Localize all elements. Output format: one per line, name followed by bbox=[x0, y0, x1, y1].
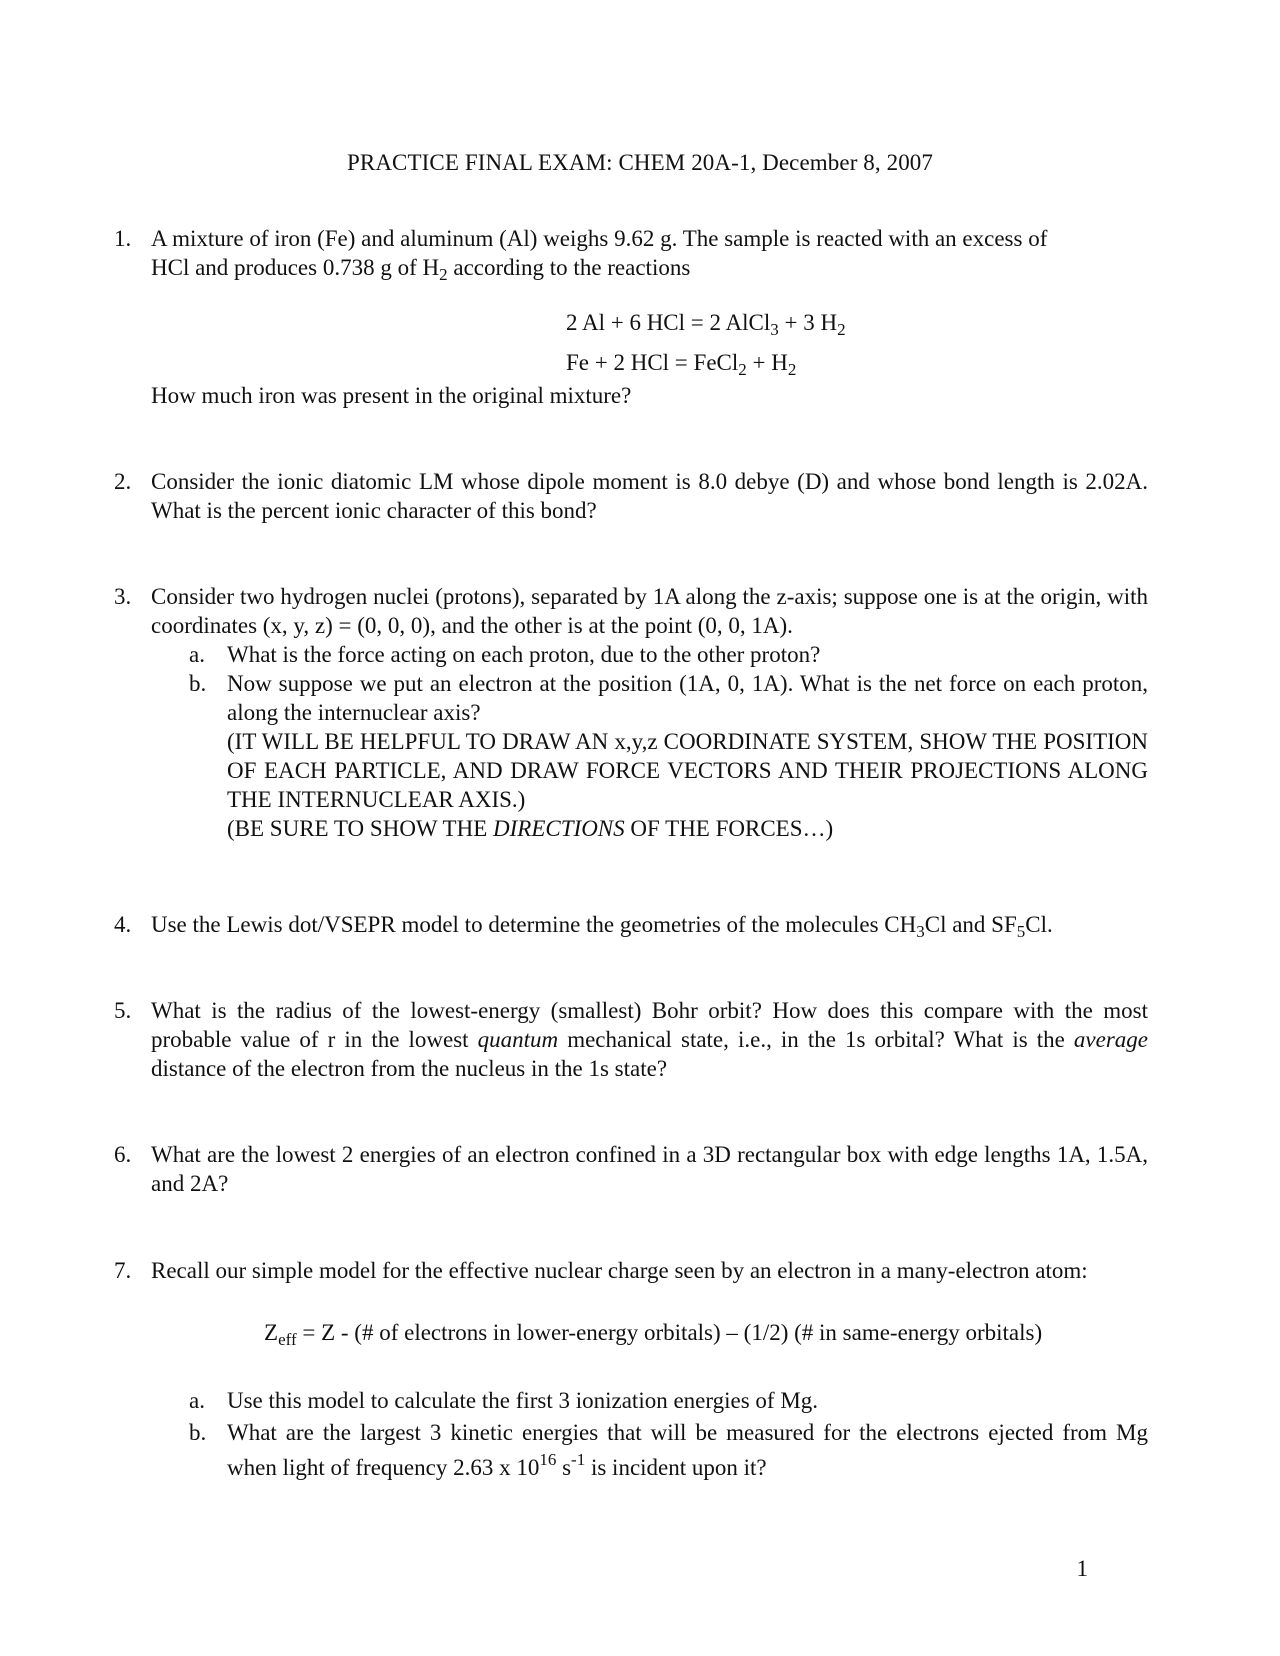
question-7 bbox=[114, 1256, 1148, 1285]
question-text: Use the Lewis dot/VSEPR model to determine the geometries of the molecules $CH_3Cl$ and $SF_5Cl$. bbox=[151, 912, 1053, 941]
sub-question-text: Now suppose we put an electron at the position (1A, 0, 1A). What is the net force on each proton, along the internuclear axis? bbox=[227, 671, 1148, 725]
question-1 bbox=[114, 224, 1148, 282]
question-text: Consider the ionic diatomic LM whose dipole moment is 8.0 debye (D) and whose bond length is 2.02A. What is the percent ionic character of this bond? bbox=[151, 469, 1148, 523]
question-number: 3. bbox=[114, 584, 132, 609]
sub-question-label: a. bbox=[189, 642, 205, 667]
question-number: 2. bbox=[114, 469, 132, 494]
question-4 bbox=[114, 910, 1148, 939]
question-3 bbox=[114, 582, 1148, 843]
sub-question-text: What is the force acting on each proton, due to the other proton? bbox=[227, 642, 821, 667]
question-text: What are the lowest 2 energies of an electron confined in a 3D rectangular box with edge lengths 1A, 1.5A, and 2A? bbox=[151, 1142, 1148, 1196]
question-5 bbox=[114, 996, 1148, 1083]
question-number: 7. bbox=[114, 1258, 132, 1283]
question-text: Recall our simple model for the effective nuclear charge seen by an electron in a many-electron atom: bbox=[151, 1258, 1088, 1283]
reaction-equation-aluminum: 2 Al + 6 HCl = 2 AlCl$_3$ + 3 $H_2$ bbox=[566, 310, 846, 339]
effective-charge-equation: $Z_{eff} = Z$ - (# of electrons in lower-energy orbitals) – (1/2) (# in same-energy orbitals) bbox=[264, 1320, 1043, 1349]
question-prompt: How much iron was present in the original mixture? bbox=[151, 383, 632, 408]
question-text: A mixture of iron (Fe) and aluminum (Al) weighs 9.62 g. The sample is reacted with an excess of bbox=[151, 226, 1048, 251]
sub-question-b bbox=[189, 1415, 1148, 1485]
question-text: HCl and produces 0.738 g of $H_2$ according to the reactions bbox=[151, 255, 691, 284]
sub-question-b bbox=[189, 669, 1148, 727]
question-7-subparts bbox=[114, 1386, 1148, 1485]
instruction-note: (BE SURE TO SHOW THE DIRECTIONS OF THE FORCES…) bbox=[227, 816, 834, 841]
sub-question-text: What are the largest 3 kinetic energies that will be measured for the electrons ejected from Mg when light of frequency 2.63 x $10^{16}$ $s^{-1}$ is incident upon it? bbox=[227, 1420, 1148, 1480]
sub-question-label: b. bbox=[189, 1420, 207, 1445]
page-title: PRACTICE FINAL EXAM: CHEM 20A-1, December 8, 2007 bbox=[346, 150, 934, 175]
question-number: 6. bbox=[114, 1142, 132, 1167]
question-number: 4. bbox=[114, 912, 132, 937]
sub-question-a bbox=[189, 1386, 1148, 1415]
sub-question-a bbox=[189, 640, 1148, 669]
sub-question-label: a. bbox=[189, 1388, 205, 1413]
reaction-equation-iron: Fe + 2 HCl = FeCl$_2$ + $H_2$ bbox=[566, 350, 797, 379]
question-number: 5. bbox=[114, 998, 132, 1023]
question-text: Consider two hydrogen nuclei (protons), separated by 1A along the z-axis; suppose one is at the origin, with coordinates (x, y, z) = (0, 0, 0), and the other is at the point (0, 0, 1A). bbox=[151, 584, 1148, 638]
instruction-note: (IT WILL BE HELPFUL TO DRAW AN x,y,z COORDINATE SYSTEM, SHOW THE POSITION OF EACH PARTICLE, AND DRAW FORCE VECTORS AND THEIR PROJECTIONS ALONG THE INTERNUCLEAR AXIS.) bbox=[227, 729, 1148, 812]
question-text: What is the radius of the lowest-energy (smallest) Bohr orbit? How does this compare with the most probable value of r in the lowest quantum mechanical state, i.e., in the 1s orbital? What is the average distance of the electron from the nucleus in the 1s state? bbox=[151, 998, 1148, 1081]
sub-question-label: b. bbox=[189, 671, 207, 696]
question-6 bbox=[114, 1140, 1148, 1198]
question-2 bbox=[114, 467, 1148, 525]
sub-question-text: Use this model to calculate the first 3 ionization energies of Mg. bbox=[227, 1388, 819, 1413]
question-number: 1. bbox=[114, 226, 132, 251]
page-number: 1 bbox=[1076, 1556, 1088, 1581]
